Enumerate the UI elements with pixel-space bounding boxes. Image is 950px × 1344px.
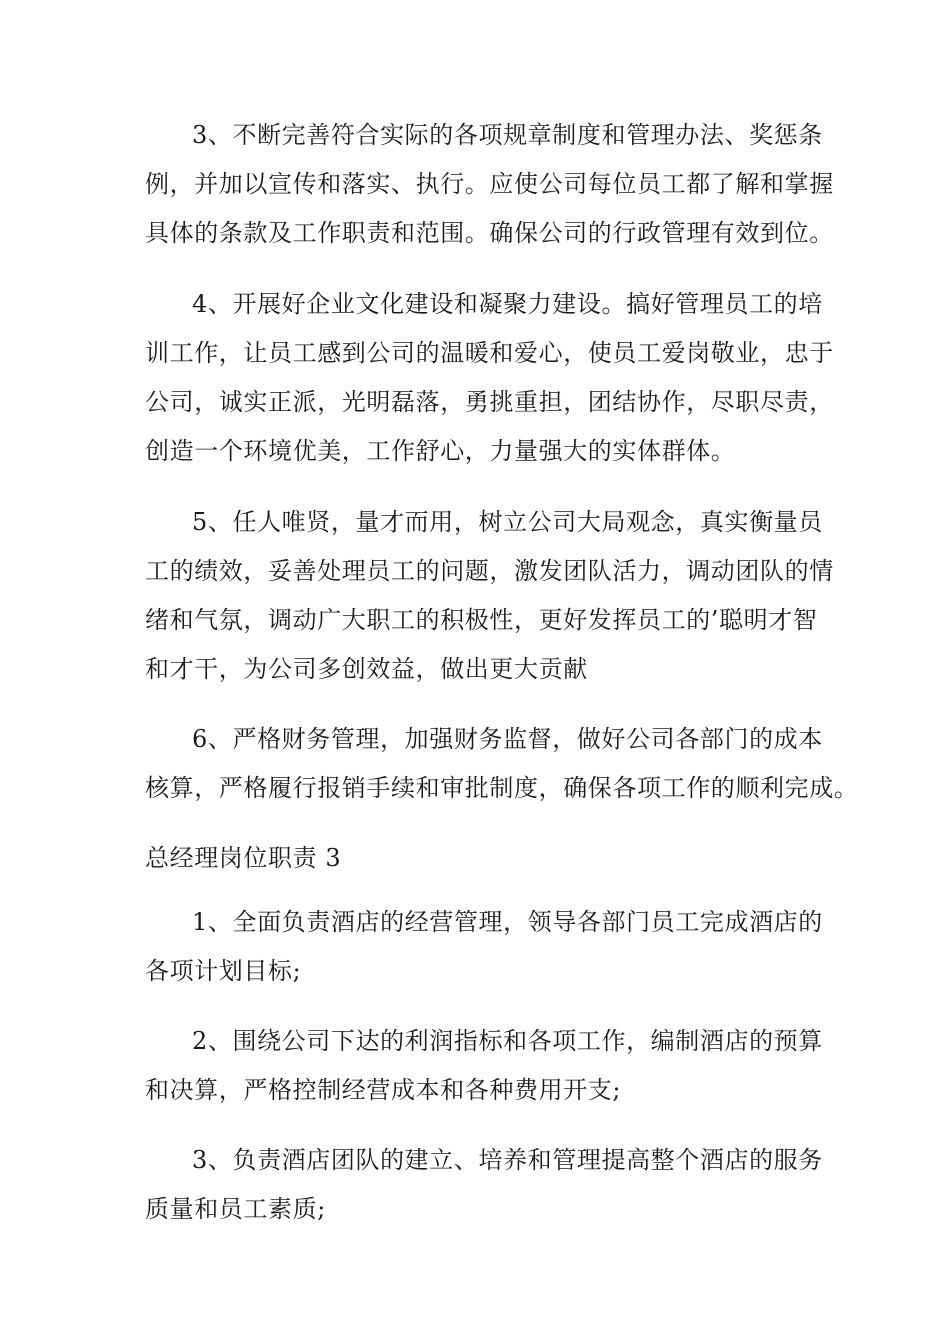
paragraph-line: 公司，诚实正派，光明磊落，勇挑重担，团结协作，尽职尽责， xyxy=(145,388,834,416)
paragraph-line: 训工作，让员工感到公司的温暖和爱心，使员工爱岗敬业，忠于 xyxy=(145,339,834,367)
paragraph-line: 绪和气氛，调动广大职工的积极性，更好发挥员工的’聪明才智 xyxy=(145,606,818,634)
paragraph-line: 例，并加以宣传和落实、执行。应使公司每位员工都了解和掌握 xyxy=(145,170,834,198)
paragraph-line: 5、任人唯贤，量才而用，树立公司大局观念，真实衡量员 xyxy=(192,508,823,536)
paragraph-line: 和决算，严格控制经营成本和各种费用开支; xyxy=(145,1076,622,1104)
paragraph-line: 和才干，为公司多创效益，做出更大贡献 xyxy=(145,655,588,683)
paragraph-line: 3、负责酒店团队的建立、培养和管理提高整个酒店的服务 xyxy=(192,1146,823,1174)
paragraph-line: 4、开展好企业文化建设和凝聚力建设。搞好管理员工的培 xyxy=(192,290,823,318)
paragraph-line: 具体的条款及工作职责和范围。确保公司的行政管理有效到位。 xyxy=(145,219,834,247)
paragraph-line: 1、全面负责酒店的经营管理，领导各部门员工完成酒店的 xyxy=(192,908,823,936)
paragraph-line: 创造一个环境优美，工作舒心，力量强大的实体群体。 xyxy=(145,437,736,465)
paragraph-line: 工的绩效，妥善处理员工的问题，激发团队活力，调动团队的情 xyxy=(145,557,834,585)
paragraph-line: 质量和员工素质; xyxy=(145,1195,326,1223)
paragraph-line: 3、不断完善符合实际的各项规章制度和管理办法、奖惩条 xyxy=(192,121,823,149)
paragraph-line: 核算，严格履行报销手续和审批制度，确保各项工作的顺利完成。 xyxy=(145,774,859,802)
paragraph-line: 2、围绕公司下达的利润指标和各项工作，编制酒店的预算 xyxy=(192,1027,823,1055)
paragraph-line: 各项计划目标; xyxy=(145,957,302,985)
section-heading: 总经理岗位职责 3 xyxy=(145,844,342,872)
paragraph-line: 6、严格财务管理，加强财务监督，做好公司各部门的成本 xyxy=(192,725,823,753)
